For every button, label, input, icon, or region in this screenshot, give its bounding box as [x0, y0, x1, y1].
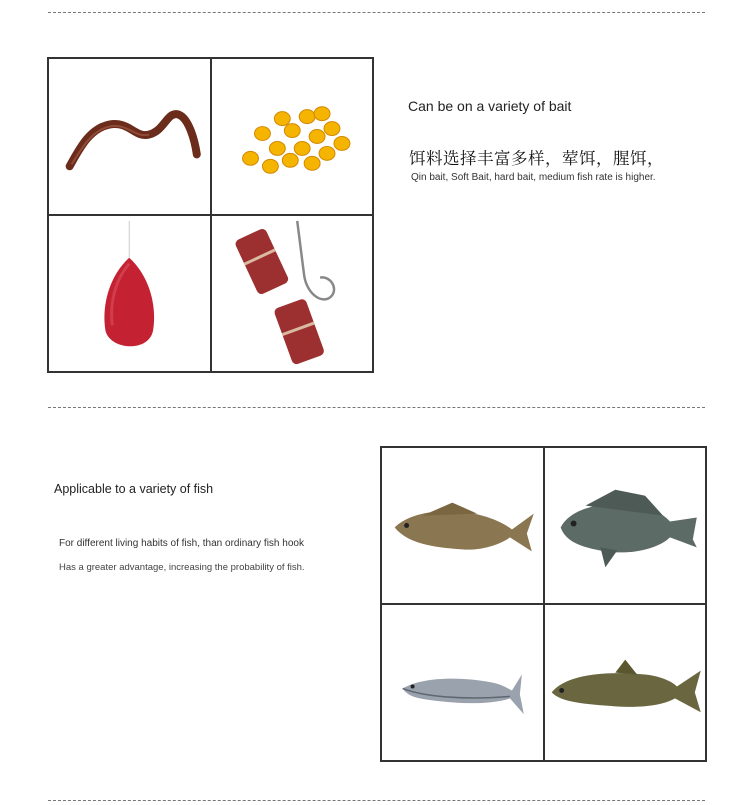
bait-image-grid — [47, 57, 374, 373]
middle-divider — [48, 407, 705, 408]
red-stick-bait-image — [211, 215, 374, 372]
tilapia-image — [544, 447, 707, 604]
fish-section-line2: Has a greater advantage, increasing the probability of fish. — [59, 562, 305, 573]
top-divider — [48, 12, 705, 13]
worm-bait-image — [48, 58, 211, 215]
bait-section-title: Can be on a variety of bait — [408, 98, 572, 114]
bait-section-description: Qin bait, Soft Bait, hard bait, medium fish rate is higher. — [411, 172, 656, 183]
fish-section-title: Applicable to a variety of fish — [54, 482, 214, 496]
bottom-divider — [48, 800, 705, 801]
corn-bait-image — [211, 58, 374, 215]
fish-section-line1: For different living habits of fish, than ordinary fish hook — [59, 538, 304, 549]
carp-image — [381, 447, 544, 604]
red-dough-bait-image — [48, 215, 211, 372]
catfish-image — [381, 604, 544, 761]
grass-carp-image — [544, 604, 707, 761]
bait-section-subtitle-cn: 饵料选择丰富多样，荤饵，腥饵， — [409, 149, 664, 168]
fish-image-grid — [380, 446, 707, 762]
